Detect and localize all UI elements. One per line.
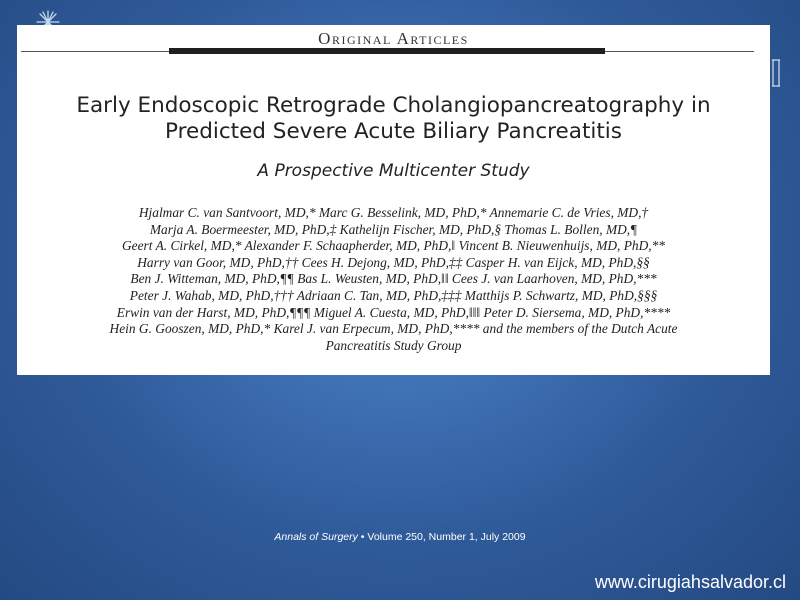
author-list <box>17 205 770 354</box>
author-line: Hjalmar C. van Santvoort, MD,* Marc G. Besselink, MD, PhD,* Annemarie C. de Vries, MD,† <box>138 205 649 220</box>
author-line: Hein G. Gooszen, MD, PhD,* Karel J. van Erpecum, MD, PhD,**** and the members of the Dutch Acute <box>109 321 678 337</box>
author-line: Marja A. Boermeester, MD, PhD,‡ Kathelijn Fischer, MD, PhD,§ Thomas L. Bollen, MD,¶ <box>149 221 638 237</box>
article-header-panel <box>17 25 770 375</box>
article-subtitle: A Prospective Multicenter Study <box>257 161 530 181</box>
journal-name: Annals of Surgery <box>274 531 358 543</box>
author-line: Geert A. Cirkel, MD,* Alexander F. Schaapherder, MD, PhD,‖ Vincent B. Nieuwenhuijs, MD, PhD,** <box>121 238 665 254</box>
author-line: Harry van Goor, MD, PhD,†† Cees H. Dejong, MD, PhD,‡‡ Casper H. van Eijck, MD, PhD,§§ <box>137 254 650 270</box>
author-line: Ben J. Witteman, MD, PhD,¶¶ Bas L. Weusten, MD, PhD,‖‖ Cees J. van Laarhoven, MD, PhD,*** <box>130 271 657 287</box>
author-line: Erwin van der Harst, MD, PhD,¶¶¶ Miguel A. Cuesta, MD, PhD,‖‖‖ Peter D. Siersema, MD, PhD,**** <box>116 304 671 320</box>
author-line: Pancreatitis Study Group <box>325 337 462 353</box>
article-title-line-1: Early Endoscopic Retrograde Cholangiopancreatography in <box>76 93 711 118</box>
citation-line <box>0 531 800 543</box>
citation-separator: • <box>357 531 368 543</box>
author-line: Peter J. Wahab, MD, PhD,††† Adriaan C. Tan, MD, PhD,‡‡‡ Matthijs P. Schwartz, MD, PhD,§§§ <box>129 287 658 303</box>
section-header: Original Articles <box>318 29 469 48</box>
website-url: www.cirugiahsalvador.cl <box>594 572 786 592</box>
article-title <box>17 93 770 145</box>
bracket-mark-icon <box>770 58 782 88</box>
article-title-line-2: Predicted Severe Acute Biliary Pancreatitis <box>165 119 622 144</box>
citation-details: Volume 250, Number 1, July 2009 <box>367 531 526 543</box>
